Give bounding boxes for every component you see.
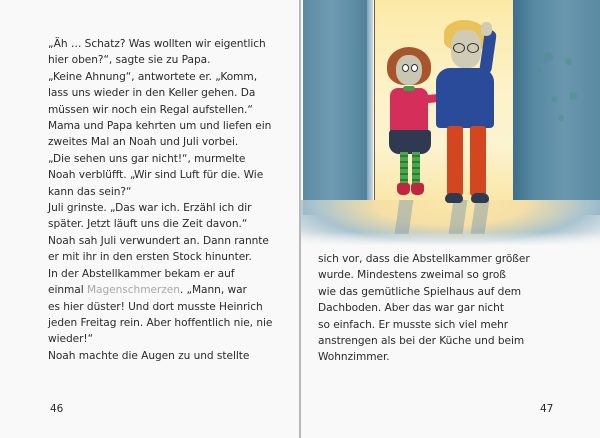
- text-line: er mit ihr in den ersten Stock hinunter.: [48, 251, 252, 264]
- boy-shoe: [471, 193, 489, 203]
- boy-shoe: [445, 193, 463, 203]
- girl-eye: [411, 64, 418, 72]
- text-line: später. Jetzt läuft uns die Zeit davon.“: [48, 218, 248, 231]
- text-line: so einfach. Er musste sich viel mehr: [318, 318, 509, 331]
- illustration-fade: [301, 232, 600, 246]
- illustration-children-in-doorway: [301, 0, 600, 246]
- boy-pants-leg: [447, 126, 463, 196]
- text-line: hier oben?“, sagte sie zu Papa.: [48, 54, 211, 67]
- glasses-icon: [451, 43, 481, 51]
- left-page: [0, 0, 299, 438]
- text-line: Mama und Papa kehrten um und liefen ein: [48, 120, 272, 133]
- wall-stain: [537, 68, 542, 73]
- girl-shoe: [411, 183, 424, 195]
- text-segment: . „Mann, war: [179, 284, 247, 297]
- girl-leg: [400, 152, 408, 185]
- right-page: [301, 0, 600, 438]
- page-number-right: 47: [540, 403, 554, 415]
- girl-eye: [402, 64, 409, 72]
- wall-left: [303, 0, 373, 215]
- text-line: Juli grinste. „Das war ich. Erzähl ich dir: [48, 202, 252, 215]
- text-line: anstrengen als bei der Küche und beim: [318, 335, 525, 348]
- highlighted-word[interactable]: Magenschmerzen: [86, 284, 180, 297]
- text-line: kann das sein?“: [48, 185, 132, 198]
- text-line: wurde. Mindestens zweimal so groß: [318, 269, 506, 282]
- text-line: wie das gemütliche Spielhaus auf dem: [318, 285, 522, 298]
- text-line: jeden Freitag rein. Aber hoffentlich nie, nie: [48, 316, 273, 329]
- boy-hoodie: [436, 68, 494, 128]
- right-page-text: [318, 251, 530, 366]
- text-line: „Die sehen uns gar nicht!“, murmelte: [48, 152, 246, 165]
- wall-stain: [565, 58, 572, 65]
- text-line: sich vor, dass die Abstellkammer größer: [318, 253, 530, 265]
- text-line: wieder!“: [48, 333, 94, 346]
- wall-stain: [569, 92, 577, 100]
- girl-shoe: [397, 183, 410, 195]
- girl-skirt: [389, 130, 431, 154]
- girl-face: [396, 55, 422, 85]
- girl-collar: [403, 86, 415, 91]
- text-line: Noah machte die Augen zu und stellte: [48, 349, 250, 362]
- left-page-text: [48, 36, 272, 364]
- wall-stain: [558, 115, 564, 121]
- text-line: „Keine Ahnung“, antwortete er. „Komm,: [48, 70, 258, 83]
- boy-pants-leg: [470, 126, 486, 196]
- text-line: zweites Mal an Noah und Juli vorbei.: [48, 136, 239, 149]
- text-line: Wohnzimmer.: [318, 351, 390, 364]
- girl-leg: [412, 152, 420, 185]
- text-line: In der Abstellkammer bekam er auf: [48, 267, 235, 280]
- text-line: Noah sah Juli verwundert an. Dann rannte: [48, 234, 269, 247]
- text-line: „Äh … Schatz? Was wollten wir eigentlich: [48, 38, 266, 50]
- text-line: Noah verblüfft. „Wir sind Luft für die. Wie: [48, 169, 264, 182]
- wall-right: [513, 0, 600, 215]
- text-line: es hier düster! Und dort musste Heinrich: [48, 300, 263, 313]
- boy-hand: [481, 22, 492, 36]
- wall-stain: [543, 52, 553, 62]
- wall-stain: [551, 96, 557, 102]
- text-line: müssen wir noch ein Regal aufstellen.“: [48, 103, 253, 116]
- text-line-with-highlight: [48, 282, 272, 298]
- text-line: lass uns wieder in den Keller gehen. Da: [48, 87, 256, 100]
- page-number-left: 46: [50, 403, 64, 415]
- text-segment: einmal: [48, 284, 87, 297]
- text-line: Dachboden. Aber das war gar nicht: [318, 302, 504, 315]
